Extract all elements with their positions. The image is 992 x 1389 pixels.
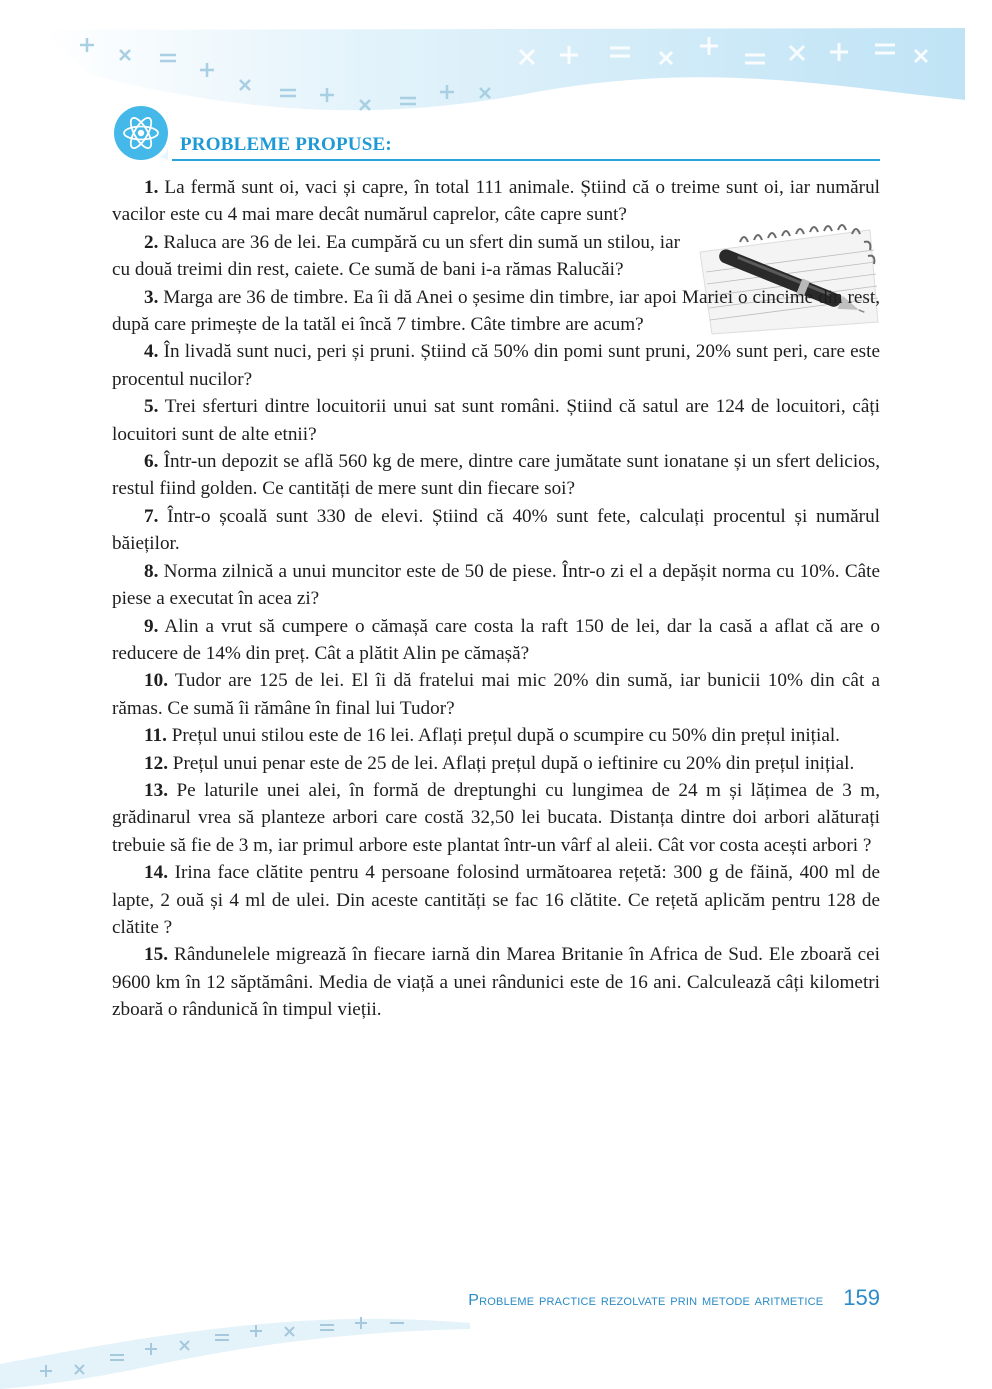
problem-6 xyxy=(112,448,880,503)
problem-number: 3. xyxy=(144,286,159,308)
problem-text: Raluca are 36 de lei. Ea cumpără cu un sfert din sumă un stilou, iar cu două treimi din rest, caiete. Ce sumă de bani i-a rămas Ralucăi? xyxy=(112,231,680,281)
problem-number: 8. xyxy=(144,560,159,582)
problem-text: Într-o școală sunt 330 de elevi. Știind că 40% sunt fete, calculați procentul și numărul băieților. xyxy=(112,505,880,555)
problem-number: 1. xyxy=(144,177,159,198)
footer-decorative-band xyxy=(0,1309,470,1389)
problem-13 xyxy=(112,777,880,859)
problem-8 xyxy=(112,558,880,613)
problem-number: 7. xyxy=(144,505,159,527)
problem-number: 4. xyxy=(144,341,159,363)
problem-number: 2. xyxy=(144,231,159,253)
section-header xyxy=(112,104,880,164)
atom-icon xyxy=(112,104,170,162)
problem-12 xyxy=(112,750,880,777)
problem-text: Prețul unui stilou este de 16 lei. Aflați prețul după o scumpire cu 50% din prețul inițial. xyxy=(171,725,840,747)
problem-7 xyxy=(112,503,880,558)
problem-9 xyxy=(112,613,880,668)
page-number: 159 xyxy=(843,1285,880,1310)
problem-text: Trei sferturi dintre locuitorii unui sat sunt români. Știind că satul are 124 de locuitori, câți locuitori sunt de alte etnii? xyxy=(112,396,880,445)
running-title: Probleme practice rezolvate prin metode aritmetice xyxy=(468,1292,824,1309)
problem-number: 5. xyxy=(144,396,159,418)
problem-text: În livadă sunt nuci, peri și pruni. Știind că 50% din pomi sunt pruni, 20% sunt peri, care este procentul nucilor? xyxy=(112,341,881,390)
title-divider xyxy=(172,159,880,161)
problem-4 xyxy=(112,338,880,393)
problem-text: Într-un depozit se află 560 kg de mere, dintre care jumătate sunt ionatane și un sfert delicios, restul fiind golden. Ce cantități de mere sunt din fiecare soi? xyxy=(112,451,881,500)
problem-number: 15. xyxy=(144,944,168,966)
problem-10 xyxy=(112,667,880,722)
problem-14 xyxy=(112,859,880,941)
problem-text: Irina face clătite pentru 4 persoane folosind următoarea rețetă: 300 g de făină, 400 ml de lapte, 2 ouă și 4 ml de ulei. Din aceste cantități se fac 16 clătite. Ce rețetă aplicăm pentru 128 de clătite ? xyxy=(112,862,881,938)
problem-text: Norma zilnică a unui muncitor este de 50 de piese. Într-o zi el a depășit norma cu 10%. Câte piese a executat în acea zi? xyxy=(112,560,880,610)
section-title: PROBLEME PROPUSE: xyxy=(180,134,392,155)
problem-text: Alin a vrut să cumpere o cămașă care costa la raft 150 de lei, dar la casă a aflat că are o reducere de 14% din preț. Cât a plătit Alin pe cămașă? xyxy=(112,615,880,664)
problem-text: Rândunelele migrează în fiecare iarnă din Marea Britanie în Africa de Sud. Ele zboară cei 9600 km în 12 săptămâni. Media de viață a unei rândunici este de 16 ani. Calculează câți kilometri zboară o rândunică în timpul vieții. xyxy=(112,944,880,1021)
problem-2 xyxy=(112,229,680,284)
problem-3 xyxy=(112,284,880,339)
problem-number: 9. xyxy=(144,615,159,637)
problem-number: 6. xyxy=(144,451,159,473)
problem-text: Pe laturile unei alei, în formă de dreptunghi cu lungimea de 24 m și lățimea de 3 m, grădinarul vrea să planteze arbori care costă 32,50 lei bucata. Distanța dintre doi arbori alăturați trebuie să fie de 3 m, iar primul arbore este plantat într-un vârf al aleii. Cât vor costa acești arbori ? xyxy=(112,779,880,856)
page-footer xyxy=(468,1285,880,1315)
problem-number: 14. xyxy=(144,862,168,884)
problem-number: 10. xyxy=(144,670,168,692)
problem-15 xyxy=(112,941,880,1023)
problem-number: 13. xyxy=(144,779,168,801)
problem-11 xyxy=(112,722,880,749)
problem-text: Tudor are 125 de lei. El îi dă fratelui mai mic 20% din sumă, iar bunicii 10% din cât a rămas. Ce sumă îi rămâne în final lui Tudor? xyxy=(112,670,880,719)
problem-text: Prețul unui penar este de 25 de lei. Aflați prețul după o ieftinire cu 20% din prețul inițial. xyxy=(172,752,855,774)
problem-number: 11. xyxy=(144,725,167,747)
problem-number: 12. xyxy=(144,752,168,774)
problem-list xyxy=(112,174,880,1024)
problem-1 xyxy=(112,174,880,229)
problem-text: Marga are 36 de timbre. Ea îi dă Anei o șesime din timbre, iar apoi Mariei o cincime din rest, după care primește de la tatăl ei încă 7 timbre. Câte timbre are acum? xyxy=(112,286,880,336)
problem-5 xyxy=(112,393,880,448)
problem-text: La fermă sunt oi, vaci și capre, în total 111 animale. Știind că o treime sunt oi, iar numărul vacilor este cu 4 mai mare decât numărul caprelor, câte capre sunt? xyxy=(112,177,880,226)
